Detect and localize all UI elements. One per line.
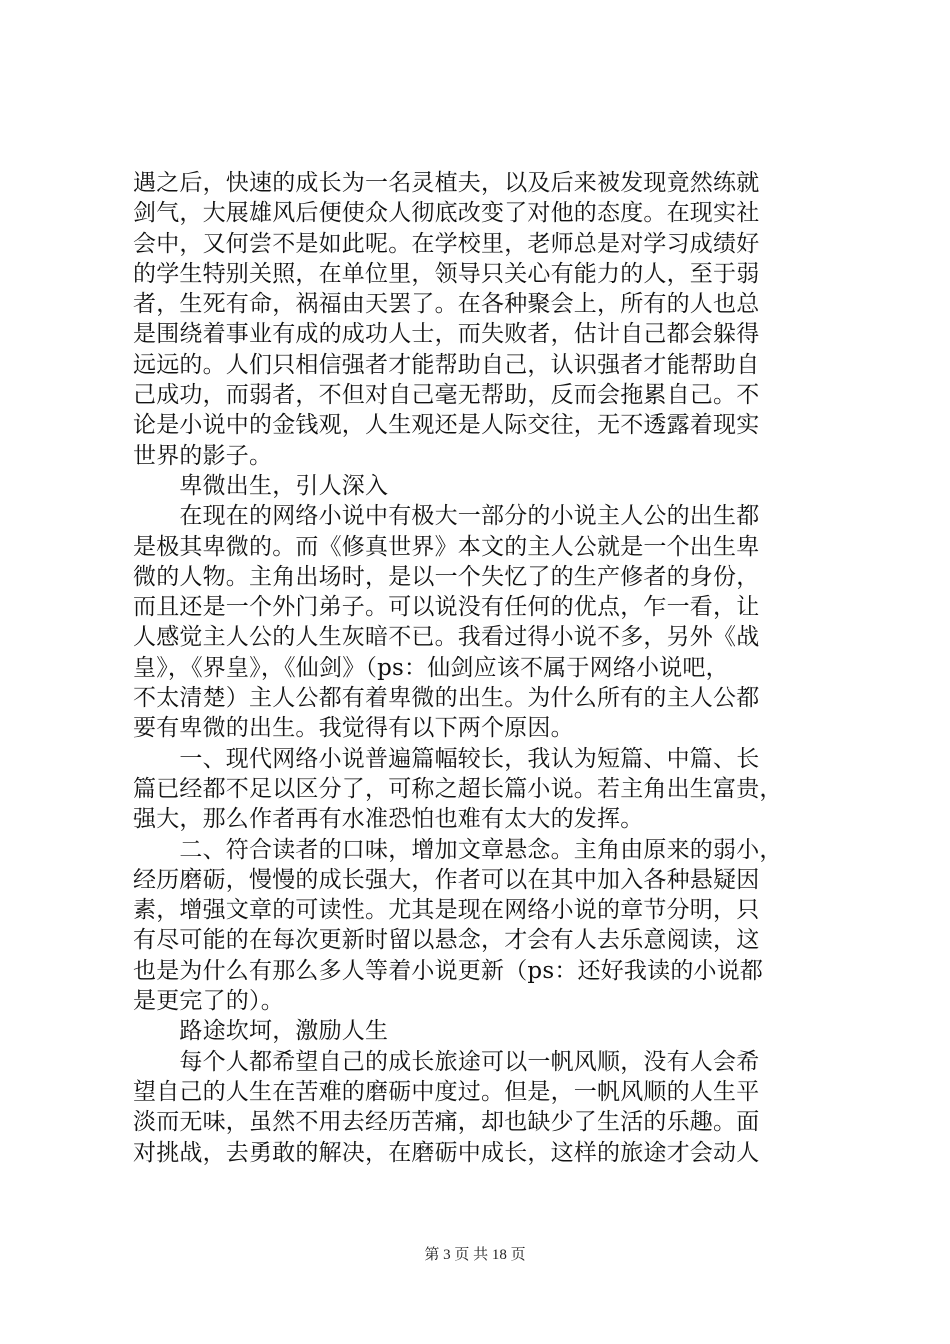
text-line: 淡而无味，虽然不用去经历苦痛，却也缺少了生活的乐趣。面 (133, 1109, 760, 1136)
text-line: 经历磨砺，慢慢的成长强大，作者可以在其中加入各种悬疑因 (133, 866, 760, 893)
text-line: 会中，又何尝不是如此呢。在学校里，老师总是对学习成绩好 (133, 230, 760, 257)
text-line: 二、符合读者的口味，增加文章悬念。主角由原来的弱小， (133, 836, 783, 863)
text-line: 在现在的网络小说中有极大一部分的小说主人公的出生都 (133, 503, 760, 530)
document-body (133, 168, 833, 1168)
text-line: 不太清楚）主人公都有着卑微的出生。为什么所有的主人公都 (133, 685, 760, 712)
text-line: 己成功，而弱者，不但对自己毫无帮助，反而会拖累自己。不 (133, 382, 760, 409)
section-heading: 路途坎坷，激励人生 (133, 1018, 389, 1045)
text-line: 篇已经都不足以区分了，可称之超长篇小说。若主角出生富贵， (133, 775, 783, 802)
text-line: 也是为什么有那么多人等着小说更新（ps：还好我读的小说都 (133, 957, 764, 984)
text-line: 者，生死有命，祸福由天罢了。在各种聚会上，所有的人也总 (133, 291, 760, 318)
text-line: 每个人都希望自己的成长旅途可以一帆风顺，没有人会希 (133, 1048, 760, 1075)
text-line: 剑气，大展雄风后便使众人彻底改变了对他的态度。在现实社 (133, 200, 760, 227)
text-line: 一、现代网络小说普遍篇幅较长，我认为短篇、中篇、长 (133, 745, 760, 772)
text-line: 要有卑微的出生。我觉得有以下两个原因。 (133, 715, 574, 742)
page-number-footer: 第 3 页 共 18 页 (424, 1247, 526, 1263)
text-line: 远远的。人们只相信强者才能帮助自己，认识强者才能帮助自 (133, 351, 760, 378)
text-line: 有尽可能的在每次更新时留以悬念，才会有人去乐意阅读，这 (133, 927, 760, 954)
text-line: 是极其卑微的。而《修真世界》本文的主人公就是一个出生卑 (133, 533, 760, 560)
text-line: 强大，那么作者再有水准恐怕也难有太大的发挥。 (133, 806, 644, 833)
text-line: 世界的影子。 (133, 442, 273, 469)
text-line: 而且还是一个外门弟子。可以说没有任何的优点，乍一看，让 (133, 594, 760, 621)
text-line: 的学生特别关照，在单位里，领导只关心有能力的人，至于弱 (133, 260, 760, 287)
text-line: 人感觉主人公的人生灰暗不已。我看过得小说不多，另外《战 (133, 624, 760, 651)
text-line: 是围绕着事业有成的成功人士，而失败者，估计自己都会躲得 (133, 321, 760, 348)
text-line: 论是小说中的金钱观，人生观还是人际交往，无不透露着现实 (133, 412, 760, 439)
text-line: 皇》，《界皇》，《仙剑》（ps：仙剑应该不属于网络小说吧， (133, 654, 729, 681)
text-line: 望自己的人生在苦难的磨砺中度过。但是，一帆风顺的人生平 (133, 1078, 760, 1105)
text-line: 素，增强文章的可读性。尤其是现在网络小说的章节分明，只 (133, 897, 760, 924)
text-line: 微的人物。主角出场时，是以一个失忆了的生产修者的身份， (133, 563, 760, 590)
text-line: 对挑战，去勇敢的解决，在磨砺中成长，这样的旅途才会动人 (133, 1139, 760, 1166)
text-line: 遇之后，快速的成长为一名灵植夫，以及后来被发现竟然练就 (133, 170, 760, 196)
section-heading: 卑微出生，引人深入 (133, 472, 389, 499)
text-line: 是更完了的）。 (133, 988, 284, 1015)
